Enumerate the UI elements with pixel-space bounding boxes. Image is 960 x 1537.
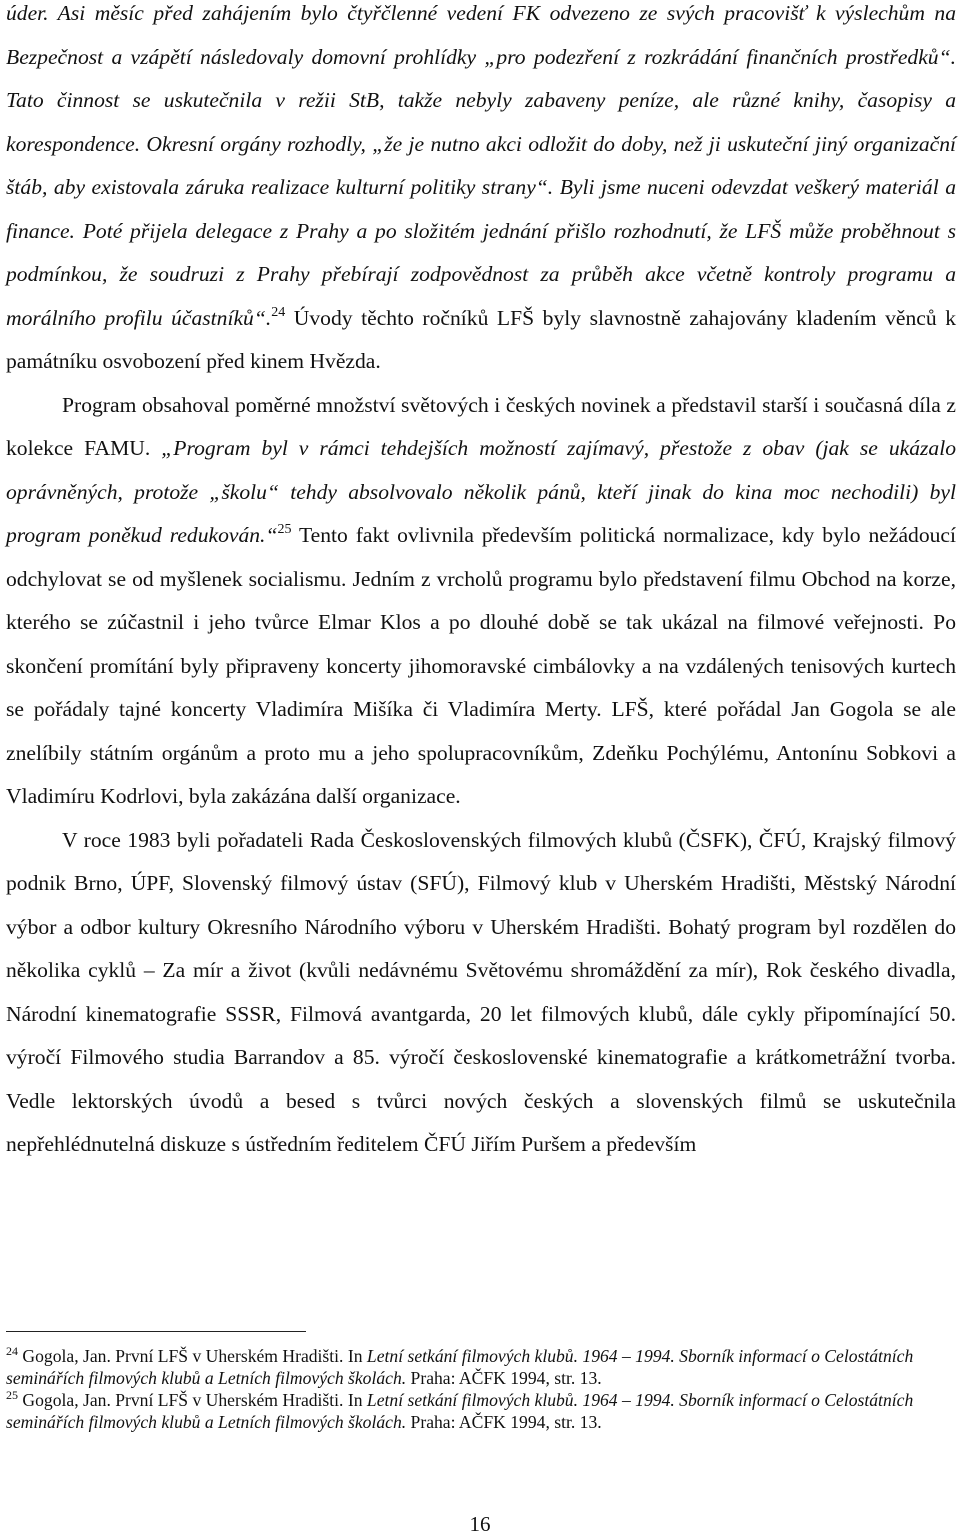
- footnote-ref-24: 24: [271, 304, 286, 320]
- quote-text: úder. Asi měsíc před zahájením bylo čtyřčlenné vedení FK odvezeno ze svých pracovišť k výslechům na Bezpečnost a vzápětí následovaly domovní prohlídky „pro podezření z rozkrádání finančních prostředků“. Tato činnost se uskutečnila v režii StB, takže nebyly zabaveny peníze, ale různé knihy, časopisy a korespondence. Okresní orgány rozhodly, „že je nutno akci odložit do doby, než ji uskuteční jiný organizační štáb, aby existovala záruka realizace kulturní politiky strany“. Byli jsme nuceni odevzdat veškerý materiál a finance. Poté přijela delegace z Prahy a po složitém jednání přišlo rozhodnutí, že LFŠ může proběhnout s podmínkou, že soudruzi z Prahy přebírají zodpovědnost za průběh akce včetně kontroly programu a morálního profilu účastníků“.: [6, 1, 956, 330]
- footnote-24: [6, 1345, 956, 1389]
- footnote-25: [6, 1389, 956, 1433]
- footnote-title: Letní setkání filmových klubů. 1964 – 1994. Sborník informací o Celostátních seminářích filmových klubů a Letních filmových školách.: [6, 1346, 914, 1388]
- footnote-number: 24: [6, 1344, 18, 1358]
- paragraph-3: [6, 819, 956, 1167]
- footnote-tail: Praha: AČFK 1994, str. 13.: [406, 1368, 602, 1388]
- footnote-title: Letní setkání filmových klubů. 1964 – 1994. Sborník informací o Celostátních seminářích filmových klubů a Letních filmových školách.: [6, 1390, 914, 1432]
- footnote-separator: [6, 1331, 306, 1332]
- footnote-number: 25: [6, 1388, 18, 1402]
- paragraph-text: Tento fakt ovlivnila především politická normalizace, kdy bylo nežádoucí odchylovat se od myšlenek socialismu. Jedním z vrcholů programu bylo představení filmu Obchod na korze, kterého se zúčastnil i jeho tvůrce Elmar Klos a po dlouhé době se tak ukázal na filmové veřejnosti. Po skončení promítání byly připraveny koncerty jihomoravské cimbálovky a na vzdálených tenisových kurtech se pořádaly tajné koncerty Vladimíra Mišíka či Vladimíra Merty. LFŠ, které pořádal Jan Gogola se ale znelíbily státním orgánům a proto mu a jeho spolupracovníkům, Zdeňku Pochýlému, Antonínu Sobkovi a Vladimíru Kodrlovi, byla zakázána další organizace.: [6, 523, 956, 808]
- page-number: 16: [469, 1512, 491, 1536]
- footnotes: [6, 1345, 956, 1433]
- paragraph-1: [6, 0, 956, 384]
- paragraph-text: Úvody těchto ročníků LFŠ byly slavnostně zahajovány kladením věnců k památníku osvobození před kinem Hvězda.: [6, 305, 956, 373]
- footnote-text: Gogola, Jan. První LFŠ v Uherském Hradišti. In: [18, 1346, 367, 1366]
- footnote-text: Gogola, Jan. První LFŠ v Uherském Hradišti. In: [18, 1390, 367, 1410]
- footnote-tail: Praha: AČFK 1994, str. 13.: [406, 1412, 602, 1432]
- paragraph-text: Program obsahoval poměrné množství světových i českých novinek a představil starší i současná díla z kolekce FAMU.: [6, 392, 956, 460]
- quote-text: „Program byl v rámci tehdejších možností zajímavý, přestože z obav (jak se ukázalo oprávněných, protože „školu“ tehdy absolvovalo několik pánů, kteří jinak do kina moc nechodili) byl program poněkud redukován.“: [6, 436, 956, 547]
- footnote-ref-25: 25: [277, 522, 292, 537]
- paragraph-2: [6, 384, 956, 819]
- main-text: [6, 0, 956, 1167]
- paragraph-text: V roce 1983 byli pořadateli Rada Československých filmových klubů (ČSFK), ČFÚ, Krajský filmový podnik Brno, ÚPF, Slovenský filmový ústav (SFÚ), Filmový klub v Uherském Hradišti, Městský Národní výbor a odbor kultury Okresního Národního výboru v Uherském Hradišti. Bohatý program byl rozdělen do několika cyklů – Za mír a život (kvůli nedávnému Světovému shromáždění za mír), Rok českého divadla, Národní kinematografie SSSR, Filmová avantgarda, 20 let filmových klubů, dále cykly připomínající 50. výročí Filmového studia Barrandov a 85. výročí československé kinematografie a krátkometrážní tvorba. Vedle lektorských úvodů a besed s tvůrci nových českých a slovenských filmů se uskutečnila nepřehlédnutelná diskuze s ústředním ředitelem ČFÚ Jiřím Puršem a především: [6, 827, 956, 1156]
